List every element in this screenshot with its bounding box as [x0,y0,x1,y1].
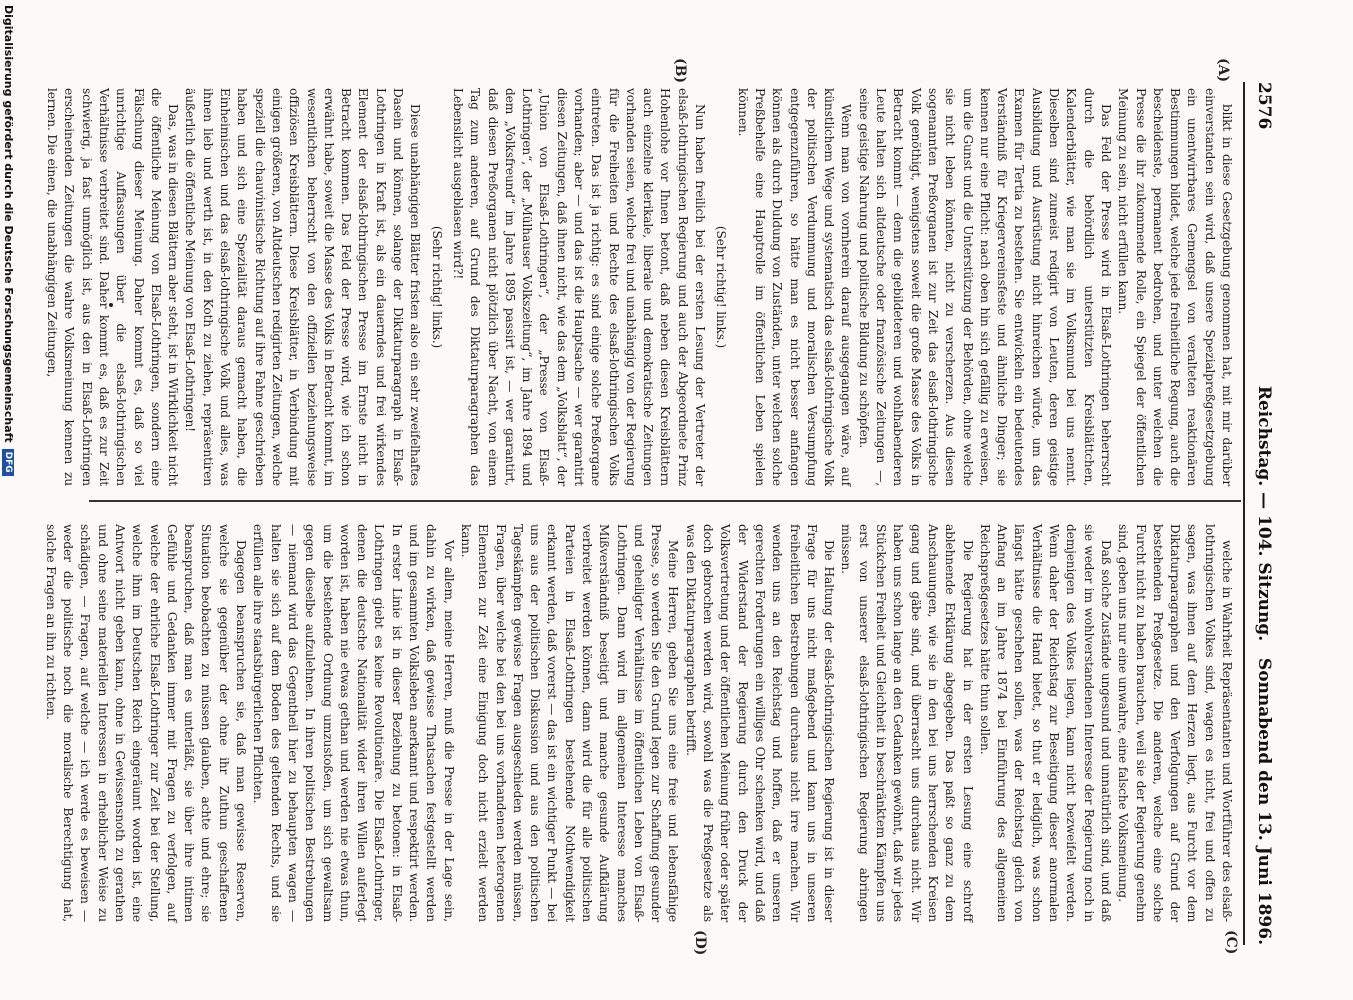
paragraph: Die Regierung hat in der ersten Lesung eine schroff ablehnende Erklärung abgegeben. Das paßt so ganz zu dem Anschauungen, wie sie in den bei uns herrschenden Kreisen gang und gäbe sind, und überrascht uns durchaus nicht. Wir haben uns schon lange an den Gedanken gewöhnt, daß wir jedes Stückchen Freiheit und Gleichheit in beschränktem Kämpfen uns erst von unserer elsaß-lothringischen Regierung abringen müssen. [839,524,975,922]
paragraph: welche in Wahrheit Repräsentanten und Wortführer des elsaß-lothringischen Volkes sind, wagen es nicht, frei und offen zu sagen, was ihnen auf dem Herzen liegt, aus Furcht vor dem Diktaturparagraphen und den Verfolgungen auf Grund der bestehenden Preßgesetze. Die anderen, welche eine solche Furcht nicht zu haben brauchen, weil sie der Regierung genehm sind, geben uns nur eine unwahre, eine falsche Volksmeinung. [1116,524,1234,922]
paragraph: Diese unabhängigen Blätter fristen also ein sehr zweifelhaftes Dasein und können, solange der Diktaturparagraph in Elsaß-Lothringen in Kraft ist, als ein dauerndes und frei wirkendes Element der elsaß-lothringischen Presse im Ernste nicht in Betracht kommen. Das Feld der Presse wird, wie ich schon erwähnt habe, soweit die Masse des Volks in Betracht kommt, im wesentlichen beherrscht von den offiziellen beziehungsweise offiziösen Kreisblättern. Diese Kreisblätter, in Verbindung mit einigen größeren, von Altdeutschen redigirten Zeitungen, welche speziell die chauvinistische Richtung auf ihre Fahne geschrieben haben und sich eine Spezialität daraus gemacht haben, die Einheimischen und das elsaß-lothringische Volk und alles, was ihnen lieb und werth ist, in den Koth zu ziehen, repräsentiren äußerlich die öffentliche Meinung von Elsaß-Lothringen! [183,88,423,486]
paragraph: Dagegen beanspruchen sie, daß man gewisse Reserven, welche sie gegenüber der ohne ihr Zuthun geschaffenen Situation beobachten zu müssen glauben, achte und ehre; sie beanspruchen, daß man es unterläßt, sie über ihre intimen Gefühle und Gedanken immer mit Fragen zu verfolgen, auf welche der ehrliche Elsaß-Lothringer zur Zeit bei der Stellung, welche ihm im Deutschen Reich eingeräumt worden ist, eine Antwort nicht geben kann, ohne in Gewissensnoth zu gerathen und ohne seine materiellen Interessen in erheblicher Weise zu schädigen, — Fragen, auf welche — ich werde es beweisen — weder die politische noch die moralische Berechtigung hat, solche Fragen an ihn zu richten. [43,524,249,922]
digitization-credit [2,5,15,995]
column-divider [89,500,1241,502]
paragraph: Das, was in diesen Blättern aber steht, ist in Wirklichkeit nicht die öffentliche Meinung von Elsaß-Lothringen, sondern eine Fälschung dieser Meinung. Daher kommt es, daß so viel unrichtige Auffassungen über die elsaß-lothringischen Verhältnisse verbreitet sind. Daher kommt es, daß es zur Zeit schwierig, ja fast unmöglich ist, aus den in Elsaß-Lothringen erscheinenden Zeitungen die wahre Volksmeinung kennen zu lernen. Die einen, die unabhängigen Zeitungen, [45,88,181,486]
session-title: Reichstag. — 104. Sitzung. [1254,385,1274,642]
paragraph: Das Feld der Presse wird in Elsaß-Lothringen beherrscht durch die behördlich unterstützten Kreisblättchen, Kalenderblätter, wie man sie im Volksmund bei uns nennt. Dieselben sind zumeist redigirt von Leuten, deren geistige Ausbildung und Ausrüstung nicht hinreichen würde, um das Examen für Tertia zu bestehen. Sie entwickeln ein bedeutendes Verständniß für Kriegervereinsfeste und ähnliche Dinger; sie kennen nur eine Pflicht: nach oben hin sich gefällig zu erweisen, um die Gunst und die Unterstützung der Behörden, ohne welche sie nicht leben könnten, nicht zu verscherzen. Aus diesen sogenannten Preßorganen ist zur Zeit das elsaß-lothringische Volk genöthigt, wenigstens soweit die große Masse des Volks in Betracht kommt — denn die gebildeteren und wohlhabenderen Leute halten sich altdeutsche oder französische Zeitungen —, seine geistige Nahrung und politische Bildung zu schöpfen. [856,88,1113,486]
interjection: (Sehr richtig! links.) [714,225,729,349]
margin-marker-d: (D) [692,930,708,956]
paragraph: blikt in diese Gesetzgebung genommen hat, mit mir darüber einverstanden sein wird, daß unsere Spezialpreßgesetzgebung ein unentwirrbares Gemengsel von veralteten reaktionären Bestimmungen bildet, welche jede freiheitliche Regung, auch die bescheidenste, permanent bedrohen, und unter welchen die Presse die ihr zukommende Rolle, ein Spiegel der öffentlichen Meinung zu sein, nicht erfüllen kann. [1116,88,1234,486]
margin-marker-c: (C) [1223,930,1239,955]
session-date: Sonnabend den 13. Juni 1896. [1254,657,1274,945]
paragraph: Wenn man von vornherein darauf ausgegangen wäre, auf künstlichem Wege und systematisch das elsaß-lothringische Volk der politischen Verdummung und moralischen Versumpfung entgegenzuführen, so hätte man es nicht besser anfangen können als durch Duldung von Zuständen, unter welchen solche Preßbehelfe eine Hauptrolle im öffentlichen Leben spielen können. [735,88,854,486]
left-column [45,88,1235,486]
page-header [1244,82,1278,945]
paragraph: Nun haben freilich bei der ersten Lesung der Vertreter der elsaß-lothringischen Regierung und auch der Abgeordnete Prinz Hohenlohe vor Ihnen betont, daß neben diesen Kreisblättern auch einzelne klerikale, liberale und demokratische Zeitungen vorhanden seien, welche frei und unabhängig von der Regierung für die Freiheiten und Rechte des elsaß-lothringischen Volks eintreten. Das ist ja richtig: es sind einige solche Preßorgane vorhanden; aber — und das ist die Hauptsache — wer garantirt diesen Zeitungen, daß ihnen nicht, wie das dem „Volksblatt“, der „Union von Elsaß-Lothringen“, der „Presse von Elsaß-Lothringen“, der „Mülhauser Volkszeitung“, im Jahre 1894 und dem „Volksfreund“ im Jahre 1895 passirt ist, — wer garantirt, daß diesen Preßorganen nicht plötzlich über Nacht, von einem Tag zum anderen, auf Grund des Diktaturparagraphen das Lebenslicht ausgeblasen wird?! [450,88,708,486]
credit-text: Digitalisierung gefördert durch die Deutsche Forschungsgemeinschaft [2,5,15,443]
right-column [43,524,1235,922]
paragraph: Daß solche Zustände ungesund und unnatürlich sind, und daß sie weder im wohlverstandenen Interesse der Regierung noch in demjenigen des Volkes liegen, kann nicht bezweifelt werden. Wenn daher der Reichstag zur Beseitigung dieser anormalen Verhältnisse die Hand bietet, so thut er lediglich, was schon längst hätte geschehen sollen, was der Reichstag gleich von Anfang an im Jahre 1874 bei Einführung des allgemeinen Reichspreßgesetzes hätte thun sollen. [977,524,1113,922]
dfg-logo: DFG [2,449,14,476]
paragraph: Vor allem, meine Herren, muß die Presse in der Lage sein, dahin zu wirken, daß gewisse Thatsachen festgestellt werden und im gesammten Volksleben anerkannt und respektirt werden. In erster Linie ist in dieser Beziehung zu betonen: in Elsaß-Lothringen giebt es keine Revolutionäre. Die Elsaß-Lothringer, denen die deutsche Nationalität wider ihren Willen auferlegt worden ist, haben nie etwas gethan und werden nie etwas thun, um die bestehende Ordnung umzustoßen, um sich gewaltsam gegen dieselbe aufzulehnen. In ihren politischen Bestrebungen — niemand wird das Gegentheil hier zu behaupten wagen — halten sie sich auf dem Boden des geltenden Rechts, und sie erfüllen alle ihre staatsbürgerlichen Pflichten. [251,524,456,922]
paragraph: Meine Herren, geben Sie uns eine freie und lebensfähige Presse, so werden Sie den Grund legen zur Schaffung gesunder und geheiligter Verhältnisse im öffentlichen Leben von Elsaß-Lothringen. Dann wird im allgemeinen Interesse manches Mißverständniß beseitigt und manche gesunde Aufklärung verbreitet werden können, dann wird die für alle politischen Parteien in Elsaß-Lothringen bestehende Nothwendigkeit erkannt werden, daß vorerst — das ist ein wichtiger Punkt — bei uns aus der politischen Diskussion und aus den politischen Tageskämpfen gewisse Fragen ausgeschieden werden müssen, Fragen, über welche bei den bei uns vorhandenen heterogenen Elementen zur Zeit eine Einigung doch nicht erzielt werden kann. [458,524,681,922]
margin-marker-a: (A) [1215,58,1231,83]
paragraph: Die Haltung der elsaß-lothringischen Regierung ist in dieser Frage für uns nicht maßgebend und kann uns in unseren freiheitlichen Bestrebungen durchaus nicht irre machen. Wir wenden uns an den Reichstag und hoffen, daß er unseren gerechten Forderungen ein williges Ohr schenken wird, und daß der Widerstand der Regierung durch den Druck der Volksvertretung und der öffentlichen Meinung früher oder später doch gebrochen werden wird, sowohl was die Preßgesetze als was den Diktaturparagraphen betrifft. [683,524,837,922]
header-rule [1243,82,1245,945]
page-number: 2576 [1254,82,1274,130]
margin-marker-b: (B) [672,58,688,84]
interjection: (Sehr richtig! links.) [429,225,444,349]
